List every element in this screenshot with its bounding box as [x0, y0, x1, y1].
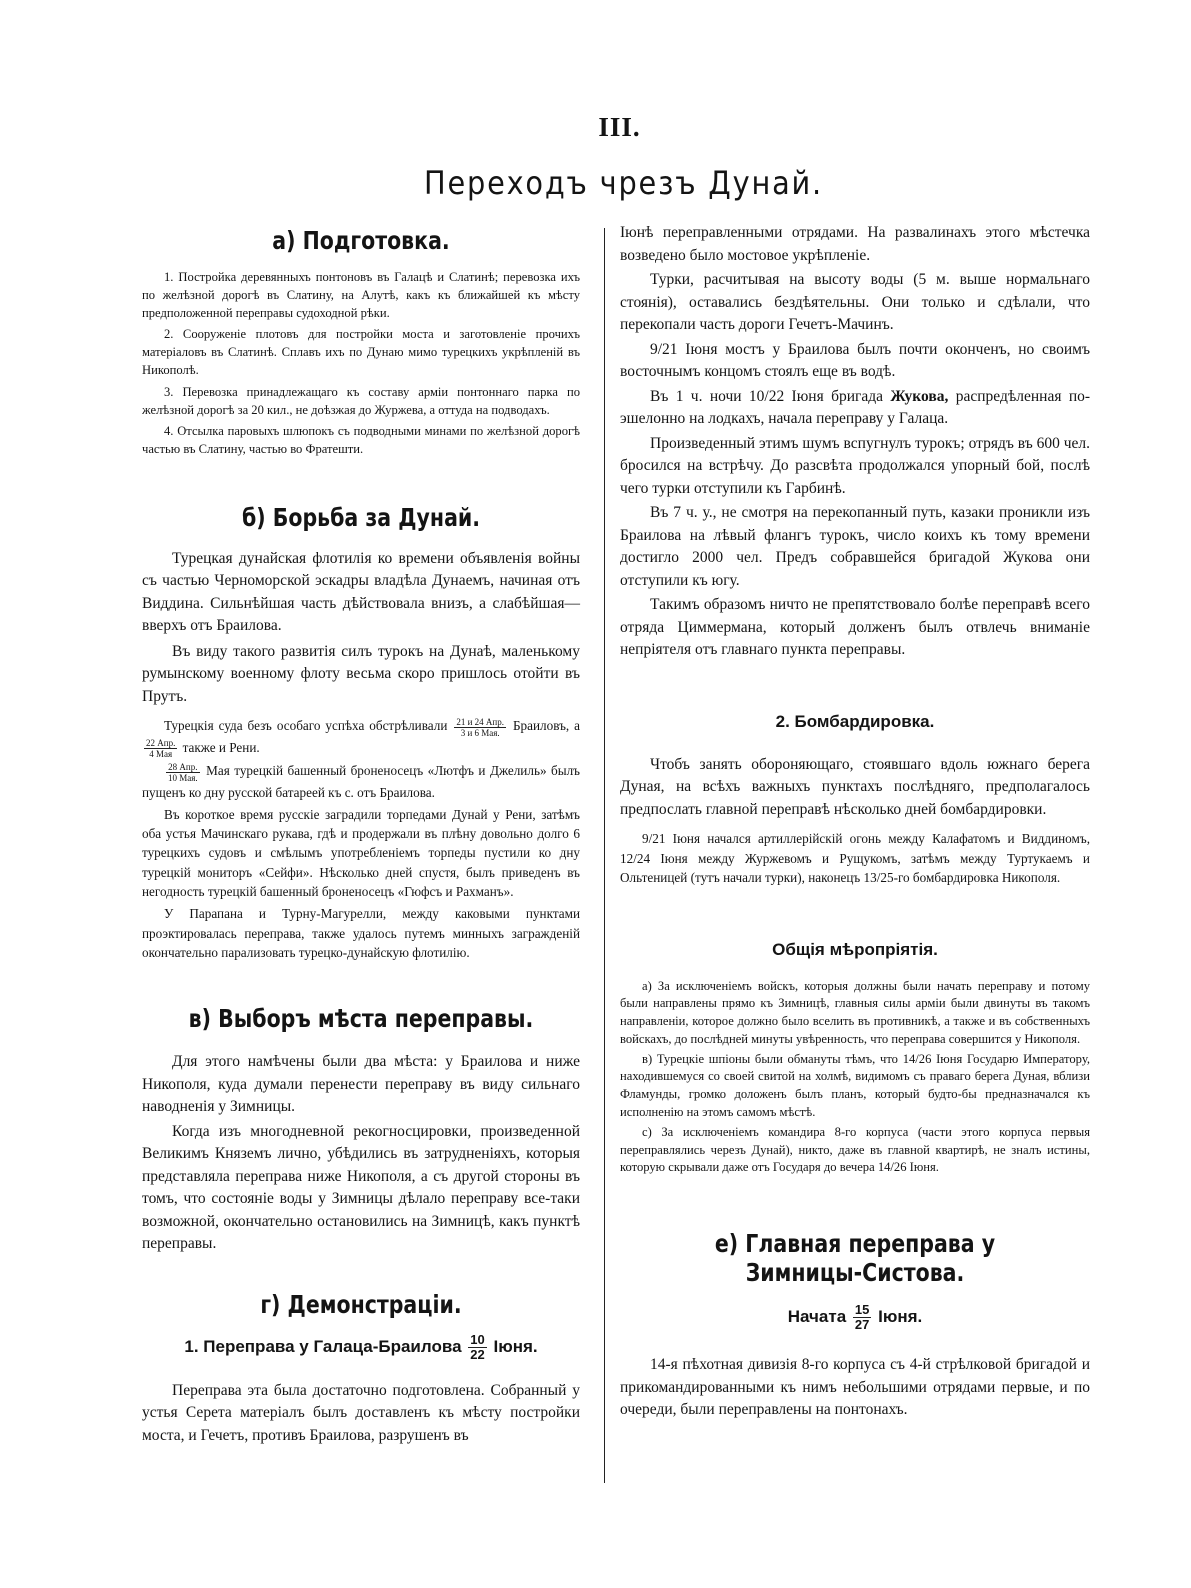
- section-heading-e: е) Главная переправа у Зимницы-Систова.: [714, 1229, 996, 1288]
- section-a-list: [142, 269, 580, 459]
- list-item: 1. Постройка деревянныхъ понтоновъ въ Галацѣ и Слатинѣ; перевозка ихъ по желѣзной дорогѣ въ Слатину, на Алутѣ, какъ къ ближайшей къ мѣсту предположенной переправы судоходной рѣки.: [142, 270, 580, 320]
- paragraph: Произведенный этимъ шумъ вспугнулъ турокъ; отрядъ въ 600 чел. бросился на встрѣчу. До разсвѣта продолжался упорный бой, послѣ чего турки отступили къ Гарбинѣ.: [620, 434, 1090, 497]
- text-run: Браиловъ, а: [512, 718, 581, 734]
- paragraph: Іюнѣ переправленными отрядами. На развалинахъ этого мѣстечка возведено было мостовое укрѣпленіе.: [620, 224, 1090, 264]
- paragraph: [142, 716, 580, 759]
- list-item: 4. Отсылка паровыхъ шлюпокъ съ подводными минами по желѣзной дорогѣ частью въ Слатину, частью во Фратешти.: [142, 424, 580, 457]
- subheading-text: Іюня.: [493, 1336, 538, 1356]
- paragraph: [142, 761, 580, 801]
- paragraph: [620, 386, 1090, 431]
- list-item: 2. Сооруженіе плотовъ для постройки моста и заготовленіе прочихъ матеріаловъ въ Слатинѣ. Сплавъ ихъ по Дунаю мимо турецкихъ укрѣпленій въ Никополѣ.: [142, 327, 580, 377]
- text-run-bold: Жукова,: [890, 387, 949, 405]
- date-fraction: [166, 762, 200, 783]
- list-item: а) За исключеніемъ войскъ, которыя должны были начать переправу и потому были направлены прямо къ Зимницѣ, главныя силы арміи были двинуты въ такомъ направленіи, которое должно было вселить въ противникѣ, а также и въ собственныхъ войскахъ, до послѣдней минуты увѣренность, что переправа совершится у Никополя.: [620, 978, 1090, 1046]
- left-column: [142, 222, 580, 1447]
- fraction-numerator: 22 Апр.: [146, 738, 176, 749]
- paragraph: 9/21 Іюня начался артиллерійскій огонь между Калафатомъ и Виддиномъ, 12/24 Іюня между Журжевомъ и Рущукомъ, затѣмъ между Туртукаемъ и Ольтеницей (тутъ начали турки), наконецъ 13/25-го бомбардировка Никополя.: [620, 831, 1090, 885]
- section-heading-g: г) Демонстраціи.: [260, 1289, 462, 1319]
- fraction-denominator: 10 Мая.: [168, 772, 198, 783]
- subheading-text: 1. Переправа у Галаца-Браилова: [184, 1336, 462, 1356]
- date-fraction: [144, 738, 177, 759]
- section-v-body: [142, 1051, 580, 1256]
- fraction-denominator: 3 и 6 Мая.: [460, 727, 500, 738]
- text-run: распредѣленная по-эшелонно на лодкахъ, начала переправу у Галаца.: [620, 387, 1091, 427]
- chapter-number: III.: [598, 112, 641, 142]
- fraction-denominator: 22: [470, 1346, 485, 1362]
- paragraph: 14-я пѣхотная дивизія 8-го корпуса съ 4-й стрѣлковой бригадой и прикомандированными къ нимъ небольшими отрядами первые, и по очереди, были переправлены на понтонахъ.: [620, 1356, 1090, 1419]
- column-divider: [604, 228, 605, 1483]
- subheading-text: Начата: [787, 1307, 847, 1327]
- date-fraction: [468, 1333, 486, 1362]
- chapter-title: Переходъ чрезъ Дунай.: [424, 164, 823, 202]
- section-b-body: [142, 548, 580, 962]
- paragraph: Когда изъ многодневной рекогносцировки, произведенной Великимъ Княземъ лично, убѣдились въ затрудненіяхъ, которыя представляла переправа ниже Никополя, а съ другой стороны въ томъ, что состояніе воды у Зимницы дѣлало переправу все-таки возможной, окончательно остановились на Зимницѣ, какъ пунктѣ переправы.: [142, 1122, 580, 1253]
- text-run: также и Рени.: [182, 739, 260, 755]
- list-item: 3. Перевозка принадлежащаго къ составу арміи понтоннаго парка по желѣзной дорогѣ за 20 кил., не доѣзжая до Журжева, а оттуда на подводахъ.: [142, 384, 580, 417]
- list-item: в) Турецкіе шпіоны были обмануты тѣмъ, что 14/26 Іюня Государю Императору, находившемуся со своей свитой на холмѣ, видимомъ съ праваго берега Дуная, вблизи Фламунды, громко доложенъ былъ планъ, который будто-бы предназначался къ исполненію на этомъ самомъ мѣстѣ.: [620, 1051, 1090, 1120]
- paragraph: Въ виду такого развитія силъ турокъ на Дунаѣ, маленькому румынскому военному флоту весьма скоро пришлось отойти въ Прутъ.: [142, 642, 580, 705]
- paragraph: Для этого намѣчены были два мѣста: у Браилова и ниже Никополя, куда думали перенести переправу въ виду сильнаго наводненія у Зимницы.: [142, 1053, 580, 1116]
- section-heading-bombardment: 2. Бомбардировка.: [775, 711, 935, 731]
- subsection-heading-galatz: [142, 1333, 580, 1362]
- text-run: Турецкія суда безъ особаго успѣха обстрѣливали: [164, 718, 448, 734]
- section-heading-general: Общія мѣропріятія.: [772, 939, 938, 959]
- paragraph: Такимъ образомъ ничто не препятствовало болѣе переправѣ всего отряда Циммермана, который долженъ былъ отвлечь вниманіе непріятеля отъ главнаго пункта переправы.: [620, 596, 1090, 658]
- paragraph: Въ короткое время русскіе заградили торпедами Дунай у Рени, затѣмъ оба устья Мачинскаго рукава, гдѣ и продержали въ плѣну довольно долго 6 турецкихъ судовъ и смѣлымъ употребленіемъ торпеды пустили ко дну турецкій мониторъ «Сейфи». Нѣсколько дней спустя, былъ приведенъ въ негодность турецкій башенный броненосецъ «Гюфсъ и Рахманъ».: [142, 806, 580, 900]
- fraction-numerator: 21 и 24 Апр.: [456, 716, 504, 727]
- subheading-text: Іюня.: [878, 1307, 923, 1327]
- date-fraction: [853, 1303, 871, 1332]
- paragraph: 9/21 Іюня мостъ у Браилова былъ почти оконченъ, но своимъ восточнымъ концомъ стоялъ еще въ водѣ.: [620, 340, 1090, 380]
- fraction-denominator: 27: [854, 1317, 870, 1333]
- text-run: Мая турецкій башенный броненосецъ «Лютфъ и Джелиль» былъ пущенъ ко дну русской батареей къ с. отъ Браилова.: [142, 763, 580, 800]
- right-column: [620, 222, 1090, 1422]
- section-heading-b: б) Борьба за Дунай.: [241, 502, 481, 532]
- general-measures-list: [620, 978, 1090, 1178]
- list-item: с) За исключеніемъ командира 8-го корпуса (части этого корпуса первыя переправлялись черезъ Дунай), никто, даже въ главной квартирѣ, не зналъ истины, которую скрывали даже отъ Государя до вечера 14/26 Іюня.: [620, 1124, 1090, 1175]
- fraction-numerator: 15: [854, 1302, 870, 1318]
- fraction-denominator: 4 Мая: [149, 749, 173, 760]
- paragraph: У Парапана и Турну-Магурелли, между каковыми пунктами проэктировалась переправа, также удалось путемъ минныхъ загражденій окончательно парализовать турецко-дунайскую флотилію.: [142, 906, 580, 960]
- paragraph: Чтобъ занять обороняющаго, стоявшаго вдоль южнаго берега Дуная, на всѣхъ важныхъ пунктахъ послѣдняго, предполагалось предпослать главной переправѣ нѣсколько дней бомбардировки.: [620, 755, 1090, 818]
- section-heading-a: а) Подготовка.: [272, 226, 450, 255]
- fraction-numerator: 10: [470, 1331, 485, 1347]
- paragraph: Переправа эта была достаточно подготовлена. Собранный у устья Серета матеріалъ былъ доставленъ къ мѣсту постройки моста, и Гечетъ, противъ Браилова, разрушенъ въ: [142, 1381, 580, 1444]
- text-run: Въ 1 ч. ночи 10/22 Іюня бригада: [650, 387, 884, 405]
- subsection-heading-start: [620, 1303, 1090, 1332]
- section-heading-v: в) Выборъ мѣста переправы.: [188, 1004, 534, 1034]
- paragraph: Турецкая дунайская флотилія ко времени объявленія войны съ частью Черноморской эскадры владѣла Дунаемъ, начиная отъ Виддина. Сильнѣйшая часть дѣйствовала внизъ, а слабѣйшая—вверхъ отъ Браилова.: [142, 549, 580, 635]
- paragraph: Турки, расчитывая на высоту воды (5 м. выше нормальнаго стоянія), оставались бездѣятельны. Они только и сдѣлали, что перекопали часть дороги Гечетъ-Мачинъ.: [620, 271, 1090, 333]
- fraction-numerator: 28 Апр.: [166, 762, 200, 773]
- paragraph: Въ 7 ч. у., не смотря на перекопанный путь, казаки проникли изъ Браилова на лѣвый флангъ турокъ, число коихъ къ тому времени достигло 2000 чел. Предъ собравшейся бригадой Жукова они отступили къ югу.: [620, 504, 1090, 589]
- date-fraction: [454, 717, 506, 738]
